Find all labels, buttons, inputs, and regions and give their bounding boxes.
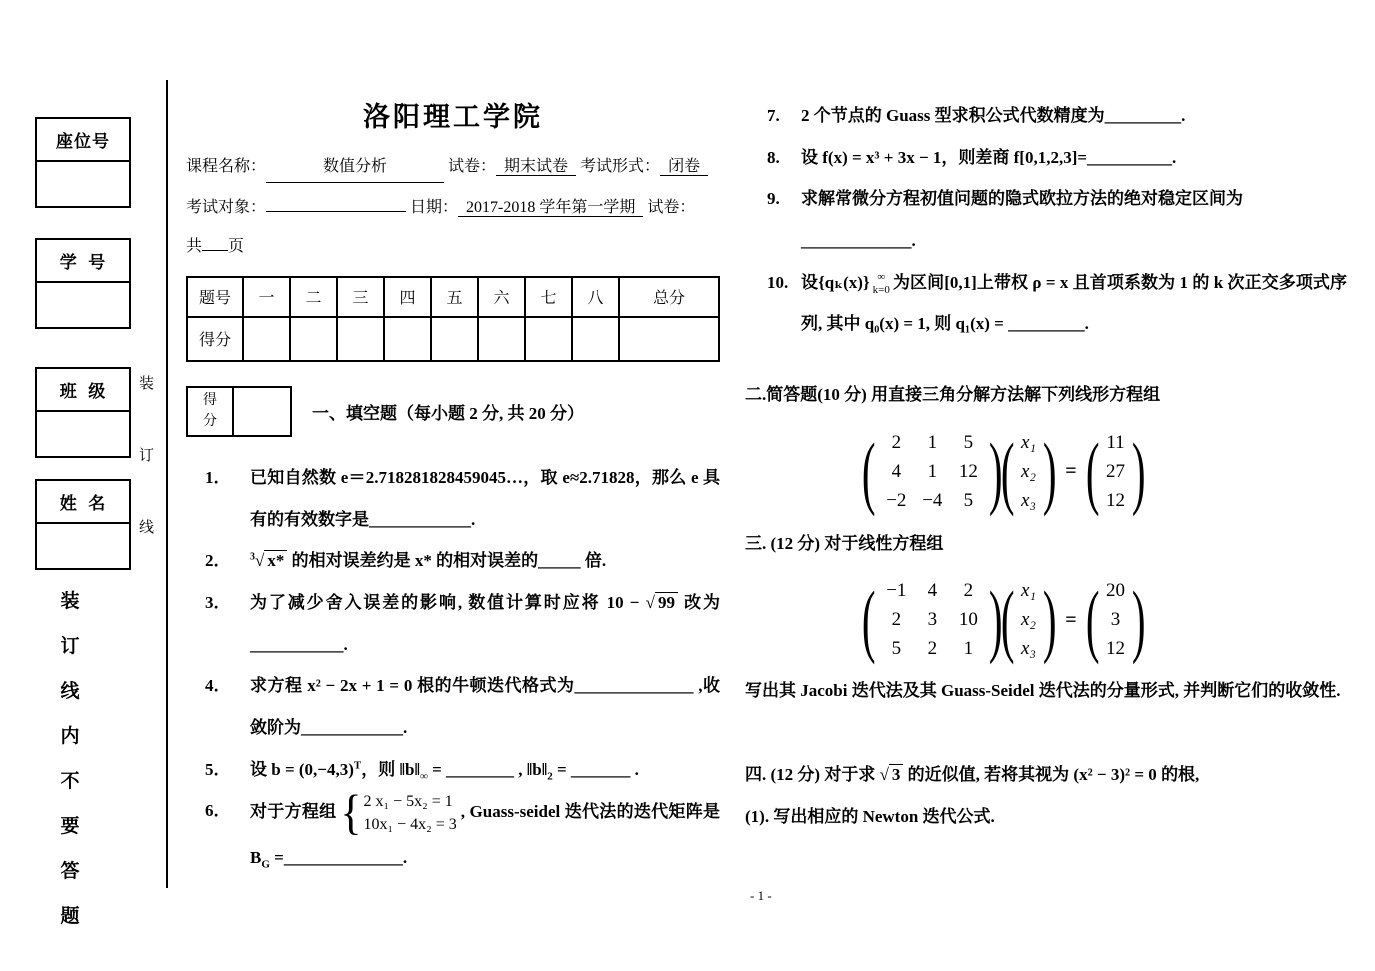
seat-number-box bbox=[35, 117, 131, 208]
matrix-cell: 5 bbox=[963, 431, 974, 453]
target-blank bbox=[266, 211, 406, 212]
score-header-cell: 五 bbox=[431, 277, 478, 317]
mini-score-label-bottom: 分 bbox=[203, 414, 217, 430]
fill-in-questions bbox=[186, 457, 720, 878]
score-cell-empty bbox=[337, 317, 384, 361]
question-4 bbox=[186, 665, 720, 748]
rhs-vector bbox=[1098, 430, 1133, 514]
infinity-subscript: ∞ bbox=[419, 770, 428, 783]
score-cell-empty bbox=[431, 317, 478, 361]
question-9-body: 求解常微分方程初值问题的隐式欧拉方法的绝对稳定区间为 bbox=[801, 189, 1243, 209]
matrix-cell: 10 bbox=[958, 609, 978, 631]
radicand: 99 bbox=[655, 592, 678, 612]
question-2 bbox=[186, 540, 720, 582]
question-6-body-3: =______________. bbox=[269, 847, 408, 867]
question-5-body: = _______ . bbox=[552, 759, 639, 779]
vector-cell: x₂ bbox=[1020, 609, 1036, 631]
sqrt-3 bbox=[880, 764, 904, 784]
question-1-number: 1． bbox=[205, 468, 231, 488]
question-4-body-2: 根的牛顿迭代格式为______________ ,收敛阶为____________. bbox=[250, 676, 720, 737]
section3-title: 三. (12 分) 对于线性方程组 bbox=[745, 533, 944, 553]
question-3-body: 为了减少舍入误差的影响, 数值计算时应将 10 − bbox=[250, 593, 646, 613]
matrix-cell: 4 bbox=[927, 580, 938, 602]
question-10-body-2: 为区间[0,1]上带权 ρ = x 且首项系数为 1 的 k 次正交多项式序列, 其中 q₀(x) = 1, 则 q₁(x) = _________. bbox=[801, 272, 1348, 334]
two-subscript: 2 bbox=[547, 770, 553, 783]
binding-divider-line bbox=[166, 80, 168, 888]
mini-score-label-top: 得 bbox=[203, 392, 217, 408]
date-value: 2017-2018 学年第一学期 bbox=[458, 199, 643, 217]
score-header-cell: 总分 bbox=[619, 277, 719, 317]
question-4-number: 4． bbox=[205, 676, 231, 696]
binding-char: 题 bbox=[60, 906, 80, 927]
class-field bbox=[37, 410, 129, 456]
binding-mark-zhuang: 装 bbox=[139, 376, 155, 392]
left-paren: ( bbox=[1000, 574, 1015, 666]
score-cell-empty bbox=[619, 317, 719, 361]
seat-number-field bbox=[37, 160, 129, 206]
matrix-cell: −2 bbox=[886, 489, 907, 511]
left-paren: ( bbox=[1085, 425, 1100, 517]
student-id-box bbox=[35, 238, 131, 329]
matrix-cell: 1 bbox=[927, 431, 938, 453]
question-10-text bbox=[801, 262, 1347, 345]
score-header-cell: 二 bbox=[290, 277, 337, 317]
matrix-cell: 2 bbox=[927, 638, 938, 660]
question-7-text bbox=[801, 95, 1347, 137]
vector-cell: x₃ bbox=[1020, 489, 1036, 511]
paper-label: 试卷： bbox=[448, 158, 497, 175]
left-paren: ( bbox=[1000, 425, 1015, 517]
target-label: 考试对象： bbox=[186, 198, 267, 216]
question-2-body: 的相对误差约是 x* 的相对误差的_____ 倍. bbox=[287, 551, 607, 571]
left-paren: ( bbox=[861, 425, 876, 517]
score-table-header-row bbox=[187, 277, 719, 317]
score-cell-empty bbox=[478, 317, 525, 361]
pages-line bbox=[186, 232, 720, 262]
norm-infinity: ，则 ‖b‖ bbox=[361, 759, 420, 779]
section4-title-part: 四. (12 分) 对于求 bbox=[745, 764, 880, 784]
score-header-cell: 七 bbox=[525, 277, 572, 317]
binding-line-text bbox=[58, 586, 82, 928]
name-box bbox=[35, 479, 131, 570]
radical-sign: √ bbox=[645, 593, 655, 613]
right-paren: ) bbox=[1131, 574, 1146, 666]
question-10-number: 10. bbox=[767, 272, 789, 292]
limit-superscript: ∞ bbox=[877, 271, 886, 284]
question-6-body: 对于方程组 bbox=[250, 802, 337, 822]
system-equation-1: 2 x₁ − 5x₂ = 1 bbox=[363, 793, 453, 811]
system-equation-2: 10x₁ − 4x₂ = 3 bbox=[363, 816, 457, 834]
question-8 bbox=[745, 137, 1347, 179]
section3-body: 写出其 Jacobi 迭代法及其 Guass-Seidel 迭代法的分量形式, 并判断它们的收敛性. bbox=[745, 681, 1341, 701]
norm-two: = ________ , ‖b‖ bbox=[427, 759, 548, 779]
score-row-label: 得分 bbox=[187, 317, 243, 361]
section2-title: 二.简答题(10 分) 用直接三角分解方法解下列线形方程组 bbox=[745, 384, 1161, 404]
vector-cell: x₁ bbox=[1020, 431, 1036, 453]
question-8-number: 8. bbox=[767, 147, 780, 167]
section4-title-part-2: 的近似值, 若将其视为 bbox=[903, 764, 1074, 784]
vector-cell: 12 bbox=[1106, 489, 1126, 511]
question-3-body-2: 改为___________. bbox=[250, 593, 721, 654]
question-3-number: 3． bbox=[205, 593, 231, 613]
left-paren: ( bbox=[861, 574, 876, 666]
matrix-cell: 2 bbox=[891, 609, 902, 631]
name-label: 姓 名 bbox=[59, 494, 107, 513]
transpose-superscript: T bbox=[353, 758, 362, 771]
section1-title: 一、填空题（每小题 2 分, 共 20 分） bbox=[312, 403, 584, 423]
question-1-text bbox=[250, 457, 720, 540]
vector-cell: 11 bbox=[1106, 431, 1125, 453]
unknown-vector bbox=[1013, 430, 1044, 514]
question-4-body: 求方程 bbox=[250, 676, 308, 696]
matrix-cell: 1 bbox=[963, 638, 974, 660]
question-6 bbox=[186, 785, 721, 878]
question-9-number: 9. bbox=[767, 189, 780, 209]
student-id-field bbox=[37, 281, 129, 327]
score-cell-empty bbox=[243, 317, 290, 361]
question-10 bbox=[745, 262, 1347, 345]
name-field bbox=[37, 522, 129, 568]
course-info-line bbox=[186, 152, 720, 183]
matrix-cell: −1 bbox=[886, 580, 907, 602]
vector-cell: 27 bbox=[1106, 460, 1126, 482]
radical-sign: √ bbox=[255, 551, 265, 571]
quadratic-equation: x² − 2x + 1 = 0 bbox=[307, 676, 413, 696]
system-brace: { bbox=[340, 785, 362, 840]
binding-mark-ding: 订 bbox=[139, 448, 155, 464]
score-header-cell: 四 bbox=[384, 277, 431, 317]
section4-title bbox=[745, 755, 1347, 796]
question-7-number: 7. bbox=[767, 106, 780, 125]
matrix-equation-section3 bbox=[861, 574, 1347, 666]
question-5-text bbox=[250, 749, 720, 791]
mini-score-label bbox=[188, 388, 234, 435]
radical-sign: √ bbox=[879, 764, 889, 784]
question-6-text bbox=[250, 785, 721, 878]
question-9-text bbox=[801, 178, 1347, 261]
question-3 bbox=[186, 582, 720, 665]
root-index: 3 bbox=[250, 551, 255, 563]
course-value: 数值分析 bbox=[266, 152, 444, 183]
score-table bbox=[186, 276, 720, 362]
pages-suffix: 页 bbox=[228, 238, 245, 256]
binding-char: 内 bbox=[60, 726, 80, 747]
matrix-cell: 4 bbox=[891, 460, 902, 482]
right-paren: ) bbox=[1042, 574, 1057, 666]
vector-cell: 12 bbox=[1106, 638, 1126, 660]
question-7-body: 2 个节点的 Guass 型求积公式代数精度为_________. bbox=[801, 106, 1186, 125]
system-lines bbox=[364, 790, 457, 836]
question-5-number: 5． bbox=[205, 759, 231, 779]
score-cell-empty bbox=[290, 317, 337, 361]
question-7 bbox=[745, 95, 1347, 137]
vector-cell: x₁ bbox=[1020, 580, 1036, 602]
date-label: 日期： bbox=[410, 198, 459, 216]
paper2-label: 试卷： bbox=[647, 198, 696, 216]
exam-info-line bbox=[186, 193, 720, 223]
left-column bbox=[186, 95, 720, 878]
binding-char: 答 bbox=[60, 861, 80, 882]
matrix-cell: 5 bbox=[891, 638, 902, 660]
section4-equation: (x² − 3)² = 0 bbox=[1073, 764, 1157, 784]
sqrt-99 bbox=[646, 592, 678, 612]
right-paren: ) bbox=[1131, 425, 1146, 517]
radicand: 3 bbox=[889, 764, 904, 784]
question-8-body: 设 f(x) = x³ + 3x − 1，则差商 f[0,1,2,3]=__________. bbox=[801, 147, 1177, 167]
vector-cell: x₃ bbox=[1020, 638, 1036, 660]
section4-item1: (1). 写出相应的 Newton 迭代公式. bbox=[745, 806, 995, 826]
left-paren: ( bbox=[1085, 574, 1100, 666]
score-header-cell: 六 bbox=[478, 277, 525, 317]
question-3-text bbox=[250, 582, 720, 665]
right-paren: ) bbox=[1042, 425, 1057, 517]
right-paren: ) bbox=[989, 574, 1003, 666]
binding-char: 装 bbox=[60, 591, 80, 612]
question-2-number: 2． bbox=[205, 551, 231, 571]
binding-char: 线 bbox=[60, 681, 80, 702]
question-10-body: 设 bbox=[801, 272, 819, 292]
mini-score-box bbox=[186, 386, 292, 437]
student-id-label: 学 号 bbox=[59, 253, 107, 272]
binding-mark-xian: 线 bbox=[139, 520, 155, 536]
score-table-score-row bbox=[187, 317, 719, 361]
class-box bbox=[35, 367, 131, 458]
pages-blank bbox=[202, 250, 228, 251]
form-label: 考试形式： bbox=[580, 158, 661, 175]
orthogonal-sequence: {qₖ(x)} bbox=[818, 272, 870, 292]
paper-value: 期末试卷 bbox=[496, 158, 576, 176]
question-5 bbox=[186, 749, 720, 791]
matrix-cell: 12 bbox=[958, 460, 978, 482]
vector-cell: 20 bbox=[1106, 580, 1126, 602]
page-number: - 1 - bbox=[750, 888, 772, 903]
question-1 bbox=[186, 457, 720, 540]
coefficient-matrix bbox=[874, 578, 990, 662]
mini-score-field bbox=[234, 388, 290, 435]
course-label: 课程名称： bbox=[186, 158, 267, 175]
question-9-blank: _____________. bbox=[801, 230, 916, 250]
binding-char: 不 bbox=[60, 771, 80, 792]
question-2-text bbox=[250, 540, 720, 582]
right-column bbox=[745, 95, 1347, 838]
matrix-cell: 3 bbox=[927, 609, 938, 631]
sequence-limits bbox=[873, 271, 890, 296]
school-title: 洛阳理工学院 bbox=[363, 102, 543, 132]
unknown-vector bbox=[1013, 578, 1044, 662]
score-header-cell: 八 bbox=[572, 277, 619, 317]
section4-title-part-3: 的根, bbox=[1156, 764, 1200, 784]
score-header-cell: 题号 bbox=[187, 277, 243, 317]
matrix-cell: 2 bbox=[963, 580, 974, 602]
score-header-cell: 三 bbox=[337, 277, 384, 317]
radicand: x* bbox=[264, 550, 287, 570]
score-cell-empty bbox=[572, 317, 619, 361]
limit-subscript: k=0 bbox=[872, 283, 890, 296]
matrix-cell: 2 bbox=[891, 431, 902, 453]
score-cell-empty bbox=[525, 317, 572, 361]
matrix-cell: 5 bbox=[963, 489, 974, 511]
coefficient-matrix bbox=[874, 430, 990, 514]
cube-root-expression bbox=[250, 551, 287, 570]
question-1-body: 已知自然数 e＝2.718281828459045…，取 e≈2.71828，那么 e 具有的有效数字是____________. bbox=[250, 468, 720, 529]
matrix-subscript-G: G bbox=[261, 858, 270, 871]
vector-cell: 3 bbox=[1110, 609, 1121, 631]
rhs-vector bbox=[1098, 578, 1133, 662]
pages-prefix: 共 bbox=[186, 238, 203, 256]
question-6-body-2: , Guass-seidel 迭代法的迭代矩阵是 B bbox=[250, 802, 721, 867]
matrix-equation-section2 bbox=[861, 425, 1347, 517]
form-value: 闭卷 bbox=[660, 158, 708, 176]
matrix-cell: −4 bbox=[922, 489, 943, 511]
binding-char: 订 bbox=[60, 636, 80, 657]
section1-header bbox=[186, 386, 720, 437]
class-label: 班 级 bbox=[59, 382, 107, 401]
score-header-cell: 一 bbox=[243, 277, 290, 317]
question-4-text bbox=[250, 665, 720, 748]
question-6-number: 6． bbox=[205, 801, 231, 821]
equation-system bbox=[340, 785, 457, 840]
binding-char: 要 bbox=[60, 816, 80, 837]
question-8-text bbox=[801, 137, 1347, 179]
equals-sign: = bbox=[1065, 460, 1077, 483]
matrix-cell: 1 bbox=[927, 460, 938, 482]
score-cell-empty bbox=[384, 317, 431, 361]
vector-b: 设 b = (0,−4,3) bbox=[250, 759, 354, 779]
seat-number-label: 座位号 bbox=[56, 132, 110, 151]
vector-cell: x₂ bbox=[1020, 460, 1036, 482]
right-paren: ) bbox=[989, 425, 1003, 517]
question-9 bbox=[745, 178, 1347, 261]
equals-sign: = bbox=[1065, 608, 1077, 631]
